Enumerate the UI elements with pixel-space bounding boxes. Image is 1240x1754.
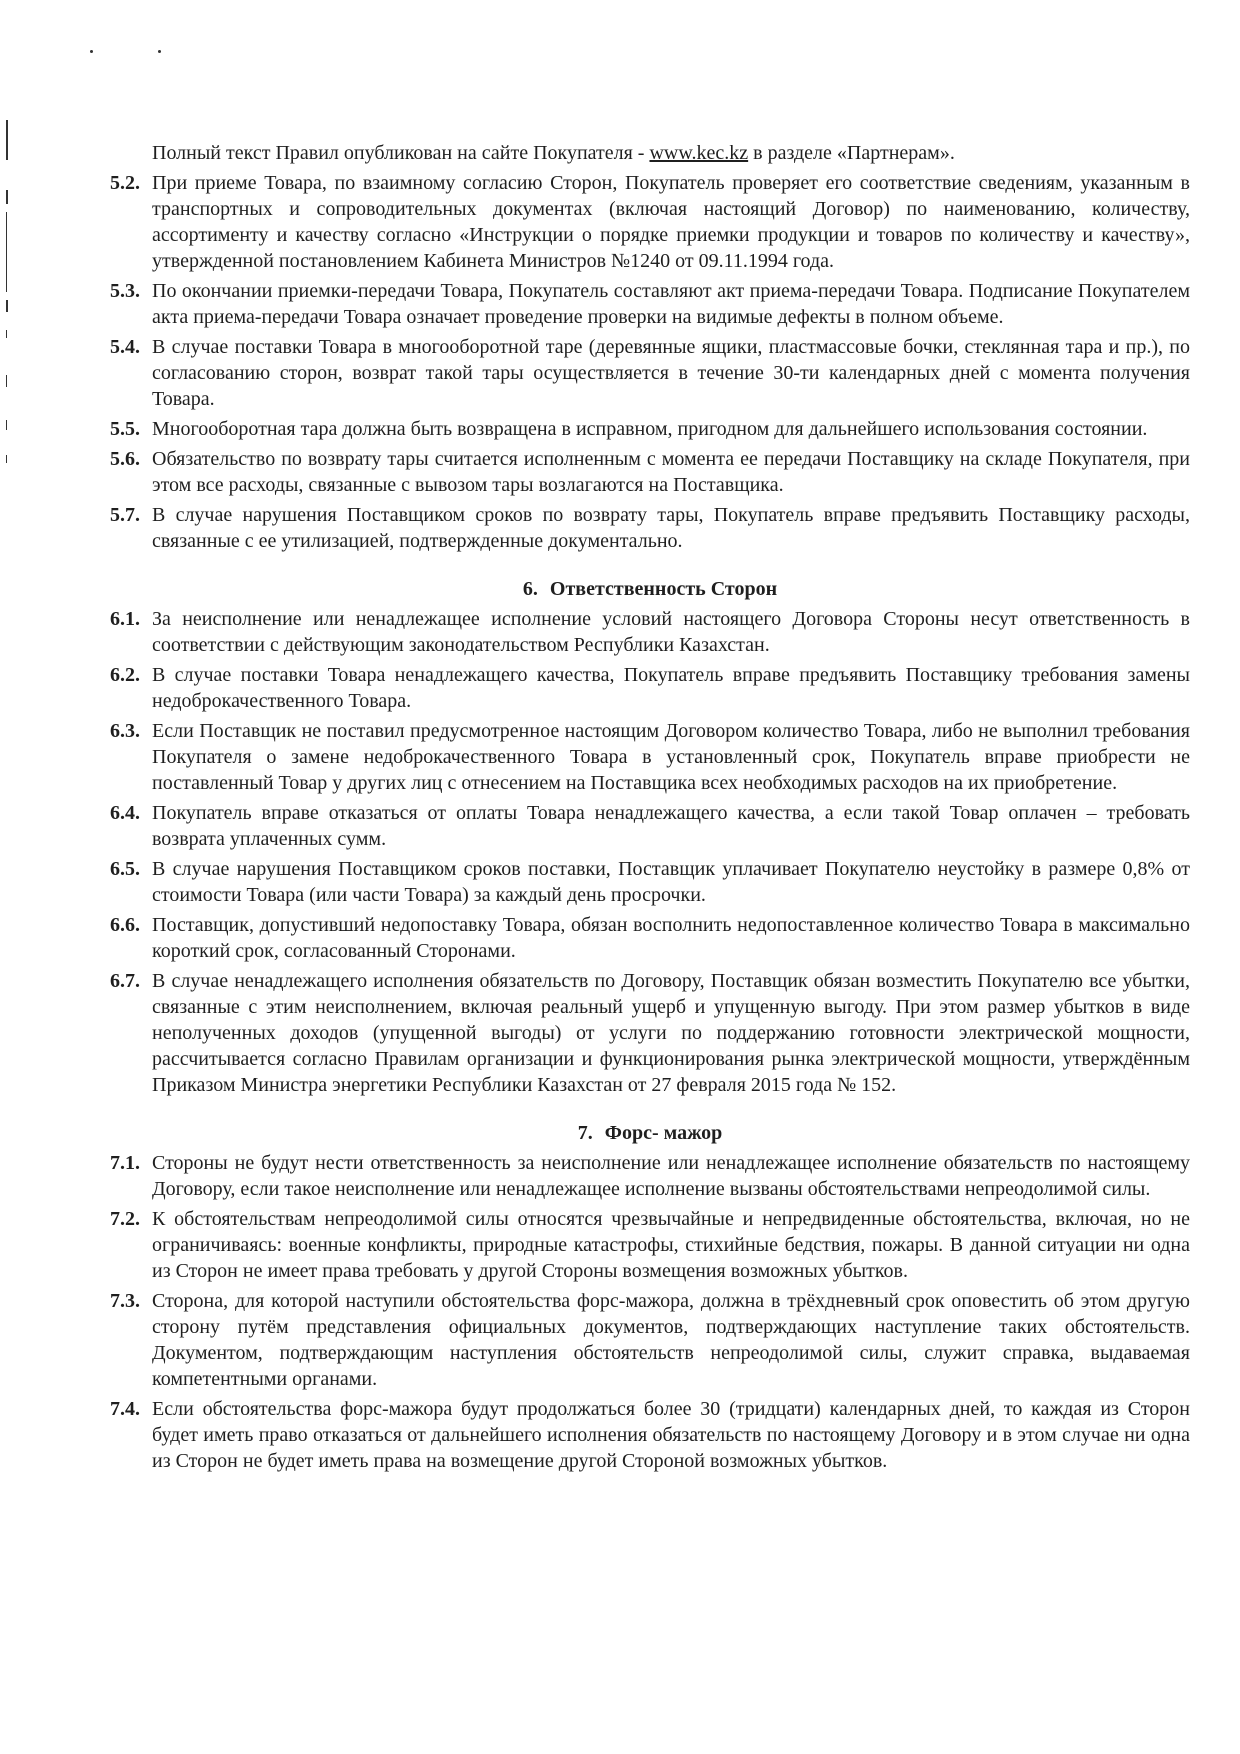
section-number: 6. [522, 578, 538, 600]
clause-item [110, 968, 1190, 1098]
clause-item [110, 334, 1190, 412]
scan-mark [6, 300, 8, 312]
intro-text: Полный текст Правил опубликован на сайте Покупателя - [152, 142, 650, 164]
section-heading: Форс- мажор [604, 1122, 723, 1144]
clause-text: В случае поставки Товара в многооборотной таре (деревянные ящики, пластмассовые бочки, стеклянная тара и пр.), по согласованию сторон, возврат такой тары осуществляется в течение 30-ти календарных дней с момента получения Товара. [152, 336, 1190, 410]
scan-mark [6, 330, 7, 338]
clause-number: 7.3. [110, 1290, 140, 1312]
clause-item [110, 856, 1190, 908]
clause-text: За неисполнение или ненадлежащее исполнение условий настоящего Договора Стороны несут ответственность в соответствии с действующим законодательством Республики Казахстан. [152, 608, 1190, 656]
website-link[interactable]: www.kec.kz [649, 142, 749, 164]
intro-paragraph [110, 140, 1190, 166]
clause-item [110, 170, 1190, 274]
clause-item [110, 1206, 1190, 1284]
scan-mark [6, 190, 8, 204]
clause-text: При приеме Товара, по взаимному согласию Сторон, Покупатель проверяет его соответствие сведениям, указанным в транспортных и сопроводительных документах (включая настоящий Договор) по наименованию, количеству, ассортименту и качеству согласно «Инструкции о порядке приемки продукции и товаров по количеству и качеству», утвержденной постановлением Кабинета Министров №1240 от 09.11.1994 года. [152, 172, 1190, 272]
clause-number: 7.4. [110, 1398, 140, 1420]
clause-number: 5.4. [110, 336, 140, 358]
scan-dot [158, 50, 161, 53]
clause-text: В случае поставки Товара ненадлежащего качества, Покупатель вправе предъявить Поставщику требования замены недоброкачественного Товара. [152, 664, 1190, 712]
section-6-title [110, 576, 1190, 602]
clause-text: Сторона, для которой наступили обстоятельства форс-мажора, должна в трёхдневный срок оповестить об этом другую сторону путём представления официальных документов, подтверждающих наступление таких обстоятельств. Документом, подтверждающим наступления обстоятельств непреодолимой силы, служит справка, выдаваемая компетентными органами. [152, 1290, 1190, 1390]
clause-item [110, 662, 1190, 714]
clause-item [110, 1288, 1190, 1392]
clause-text: Поставщик, допустивший недопоставку Товара, обязан восполнить недопоставленное количество Товара в максимально короткий срок, согласованный Сторонами. [152, 914, 1190, 962]
clause-number: 6.6. [110, 914, 140, 936]
scan-mark [6, 120, 8, 160]
section-5-clauses [110, 170, 1190, 554]
clause-text: В случае нарушения Поставщиком сроков поставки, Поставщик уплачивает Покупателю неустойку в размере 0,8% от стоимости Товара (или части Товара) за каждый день просрочки. [152, 858, 1190, 906]
clause-number: 5.7. [110, 504, 140, 526]
clause-text: Обязательство по возврату тары считается исполненным с момента ее передачи Поставщику на складе Покупателя, при этом все расходы, связанные с вывозом тары возлагаются на Поставщика. [152, 448, 1190, 496]
section-number: 7. [577, 1122, 593, 1144]
clause-item [110, 718, 1190, 796]
scan-artifacts [0, 0, 40, 1754]
clause-number: 5.3. [110, 280, 140, 302]
clause-number: 7.1. [110, 1152, 140, 1174]
clause-item [110, 912, 1190, 964]
scan-dot [90, 50, 93, 53]
clause-number: 6.1. [110, 608, 140, 630]
section-7-clauses [110, 1150, 1190, 1474]
clause-text: Покупатель вправе отказаться от оплаты Товара ненадлежащего качества, а если такой Товар оплачен – требовать возврата уплаченных сумм. [152, 802, 1190, 850]
clause-text: В случае ненадлежащего исполнения обязательств по Договору, Поставщик обязан возместить Покупателю все убытки, связанные с этим неисполнением, включая реальный ущерб и упущенную выгоду. При этом размер убытков в виде неполученных доходов (упущенной выгоды) от услуги по поддержанию готовности электрической мощности, рассчитывается согласно Правилам организации и функционирования рынка электрической мощности, утверждённым Приказом Министра энергетики Республики Казахстан от 27 февраля 2015 года № 152. [152, 970, 1190, 1096]
scan-mark [6, 420, 7, 430]
clause-number: 5.2. [110, 172, 140, 194]
scan-mark [6, 212, 7, 292]
clause-text: Если Поставщик не поставил предусмотренное настоящим Договором количество Товара, либо не выполнил требования Покупателя о замене недоброкачественного Товара в установленный срок, Покупатель вправе приобрести не поставленный Товар у других лиц с отнесением на Поставщика всех необходимых расходов на их приобретение. [152, 720, 1190, 794]
clause-number: 5.6. [110, 448, 140, 470]
clause-item [110, 1396, 1190, 1474]
clause-text: Если обстоятельства форс-мажора будут продолжаться более 30 (тридцати) календарных дней, то каждая из Сторон будет иметь право отказаться от дальнейшего исполнения обязательств по настоящему Договору и в этом случае ни одна из Сторон не будет иметь права на возмещение другой Стороной возможных убытков. [152, 1398, 1190, 1472]
document-page [110, 140, 1190, 1478]
scan-mark [6, 375, 7, 387]
clause-item [110, 416, 1190, 442]
intro-text-end: в разделе «Партнерам». [748, 142, 955, 164]
clause-text: Стороны не будут нести ответственность за неисполнение или ненадлежащее исполнение обязательств по настоящему Договору, если такое неисполнение или ненадлежащее исполнение вызваны обстоятельствами непреодолимой силы. [152, 1152, 1190, 1200]
clause-text: Многооборотная тара должна быть возвращена в исправном, пригодном для дальнейшего использования состоянии. [152, 418, 1148, 440]
clause-number: 6.2. [110, 664, 140, 686]
clause-item [110, 278, 1190, 330]
clause-number: 6.4. [110, 802, 140, 824]
section-7-title [110, 1120, 1190, 1146]
clause-number: 7.2. [110, 1208, 140, 1230]
clause-text: К обстоятельствам непреодолимой силы относятся чрезвычайные и непредвиденные обстоятельства, включая, но не ограничиваясь: военные конфликты, природные катастрофы, стихийные бедствия, пожары. В данной ситуации ни одна из Сторон не имеет права требовать у другой Стороны возмещения возможных убытков. [152, 1208, 1190, 1282]
clause-item [110, 502, 1190, 554]
clause-item [110, 606, 1190, 658]
clause-number: 6.3. [110, 720, 140, 742]
clause-text: По окончании приемки-передачи Товара, Покупатель составляют акт приема-передачи Товара. Подписание Покупателем акта приема-передачи Товара означает проведение проверки на видимые дефекты в полном объеме. [152, 280, 1190, 328]
clause-item [110, 446, 1190, 498]
clause-number: 6.7. [110, 970, 140, 992]
clause-item [110, 1150, 1190, 1202]
clause-item [110, 800, 1190, 852]
section-6-clauses [110, 606, 1190, 1098]
clause-number: 6.5. [110, 858, 140, 880]
scan-mark [6, 455, 7, 463]
clause-text: В случае нарушения Поставщиком сроков по возврату тары, Покупатель вправе предъявить Поставщику расходы, связанные с ее утилизацией, подтвержденные документально. [152, 504, 1190, 552]
section-heading: Ответственность Сторон [549, 578, 778, 600]
clause-number: 5.5. [110, 418, 140, 440]
